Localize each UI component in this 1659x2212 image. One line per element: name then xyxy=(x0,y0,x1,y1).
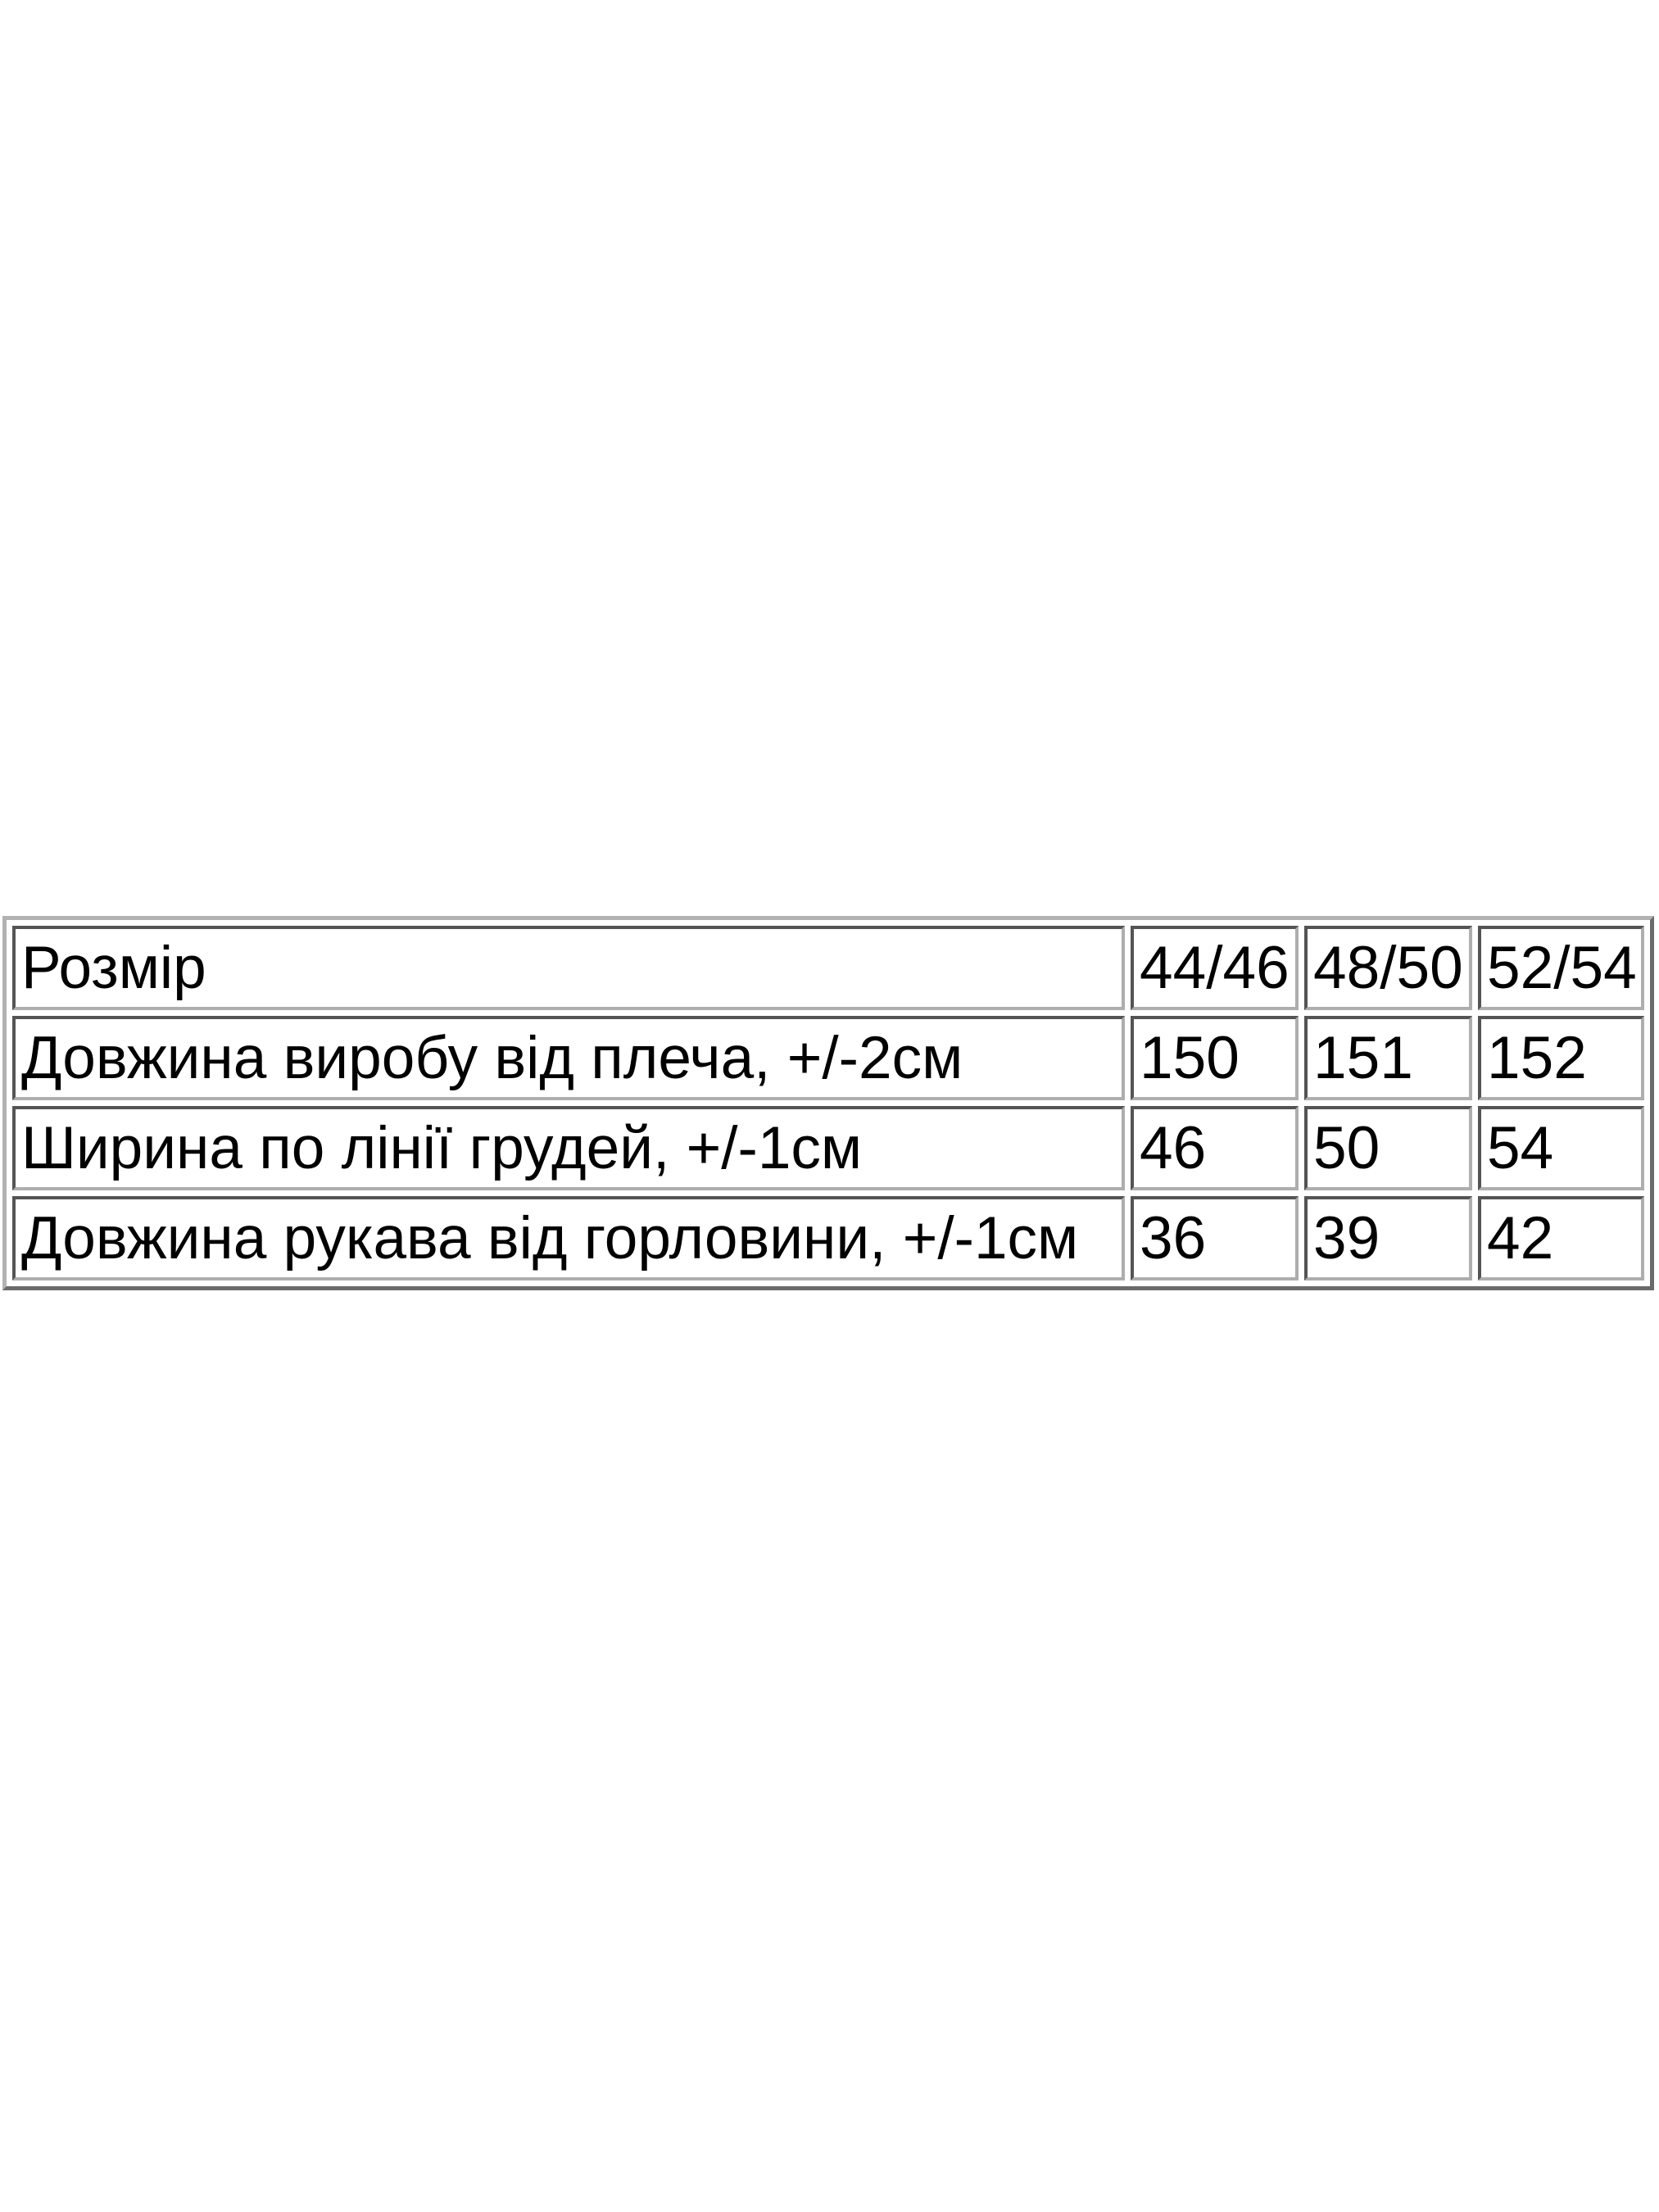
value-cell: 46 xyxy=(1131,1106,1299,1190)
row-label-cell: Ширина по лінії грудей, +/-1см xyxy=(12,1106,1125,1190)
value-cell: 52/54 xyxy=(1478,926,1644,1010)
row-label-cell: Розмір xyxy=(12,926,1125,1010)
table-row xyxy=(12,1196,1644,1281)
value-cell: 150 xyxy=(1131,1016,1299,1100)
size-table xyxy=(2,916,1654,1290)
row-label-cell: Довжина виробу від плеча, +/-2см xyxy=(12,1016,1125,1100)
value-cell: 44/46 xyxy=(1131,926,1299,1010)
table-row xyxy=(12,1016,1644,1100)
value-cell: 152 xyxy=(1478,1016,1644,1100)
header-row xyxy=(12,926,1644,1010)
value-cell: 50 xyxy=(1304,1106,1472,1190)
value-cell: 151 xyxy=(1304,1016,1472,1100)
table-row xyxy=(12,1106,1644,1190)
value-cell: 54 xyxy=(1478,1106,1644,1190)
value-cell: 48/50 xyxy=(1304,926,1472,1010)
size-table-body xyxy=(12,926,1644,1281)
value-cell: 39 xyxy=(1304,1196,1472,1281)
value-cell: 42 xyxy=(1478,1196,1644,1281)
value-cell: 36 xyxy=(1131,1196,1299,1281)
row-label-cell: Довжина рукава від горловини, +/-1см xyxy=(12,1196,1125,1281)
